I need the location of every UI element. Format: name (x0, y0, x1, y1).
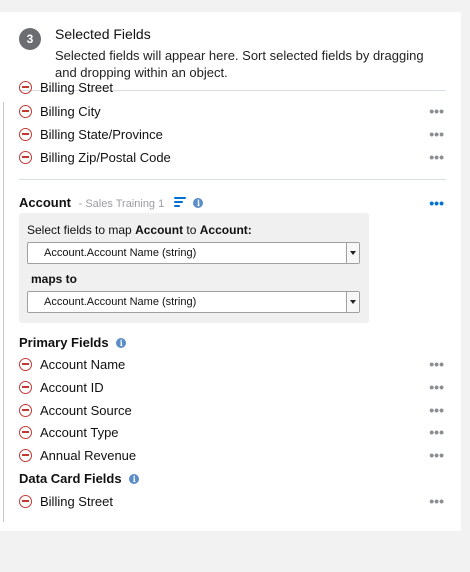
list-item[interactable] (19, 353, 446, 375)
more-options-icon[interactable]: ••• (429, 402, 444, 418)
step-description: Selected fields will appear here. Sort selected fields by dragging and dropping within an object. (55, 48, 424, 80)
divider (3, 102, 4, 522)
field-label: Account Name (40, 356, 126, 372)
info-icon[interactable]: i (116, 338, 126, 348)
chevron-down-icon[interactable] (346, 292, 359, 312)
more-options-icon[interactable]: ••• (429, 103, 444, 119)
field-label: Billing Street (40, 79, 113, 95)
field-mapping-box (19, 213, 369, 323)
remove-icon[interactable] (19, 358, 32, 371)
selected-value: Account.Account Name (string) (44, 296, 197, 308)
selected-value: Account.Account Name (string) (44, 247, 197, 259)
list-item[interactable] (19, 376, 446, 398)
more-options-icon[interactable]: ••• (429, 447, 444, 463)
object-title: Account (19, 195, 71, 210)
field-label: Billing Street (40, 493, 113, 509)
target-object: Account: (199, 223, 252, 237)
list-item[interactable] (19, 123, 446, 145)
field-label: Billing City (40, 103, 101, 119)
field-label: Account ID (40, 379, 104, 395)
field-label: Account Type (40, 424, 119, 440)
step-number-badge: 3 (19, 28, 41, 50)
selected-fields-panel (0, 12, 461, 531)
remove-icon[interactable] (19, 404, 32, 417)
remove-icon[interactable] (19, 81, 32, 94)
remove-icon[interactable] (19, 426, 32, 439)
list-item[interactable] (19, 100, 446, 122)
more-options-icon[interactable]: ••• (429, 493, 444, 509)
more-options-icon[interactable]: ••• (429, 195, 444, 211)
divider (19, 179, 446, 180)
chevron-down-icon[interactable] (346, 243, 359, 263)
sort-lines-icon[interactable] (174, 197, 186, 207)
primary-fields-heading (19, 335, 126, 350)
source-field-select[interactable] (27, 242, 360, 264)
list-item[interactable] (19, 146, 446, 168)
target-field-select[interactable] (27, 291, 360, 313)
field-label: Account Source (40, 402, 132, 418)
list-item[interactable] (19, 421, 446, 443)
prompt-text: Select fields to map (27, 223, 132, 237)
more-options-icon[interactable]: ••• (429, 149, 444, 165)
section-title: Primary Fields (19, 335, 109, 350)
info-icon[interactable]: i (193, 198, 203, 208)
more-options-icon[interactable]: ••• (429, 126, 444, 142)
prompt-to: to (186, 223, 197, 237)
object-subtitle: - Sales Training 1 (78, 198, 165, 210)
list-item[interactable] (19, 490, 446, 512)
field-label: Billing Zip/Postal Code (40, 149, 171, 165)
list-item[interactable] (19, 444, 446, 466)
info-icon[interactable]: i (129, 474, 139, 484)
object-header (19, 195, 203, 210)
clipped-list-item (19, 79, 446, 95)
step-title: Selected Fields (55, 26, 151, 42)
more-options-icon[interactable]: ••• (429, 356, 444, 372)
remove-icon[interactable] (19, 381, 32, 394)
mapping-prompt (27, 223, 252, 237)
remove-icon[interactable] (19, 128, 32, 141)
section-title: Data Card Fields (19, 471, 122, 486)
remove-icon[interactable] (19, 105, 32, 118)
data-card-fields-heading (19, 471, 139, 486)
more-options-icon[interactable]: ••• (429, 424, 444, 440)
maps-to-label: maps to (31, 272, 78, 286)
remove-icon[interactable] (19, 151, 32, 164)
list-item[interactable] (19, 399, 446, 421)
field-label: Billing State/Province (40, 126, 163, 142)
source-object: Account (135, 223, 184, 237)
remove-icon[interactable] (19, 449, 32, 462)
list-item[interactable] (19, 76, 446, 98)
field-label: Annual Revenue (40, 447, 137, 463)
more-options-icon[interactable]: ••• (429, 379, 444, 395)
remove-icon[interactable] (19, 495, 32, 508)
